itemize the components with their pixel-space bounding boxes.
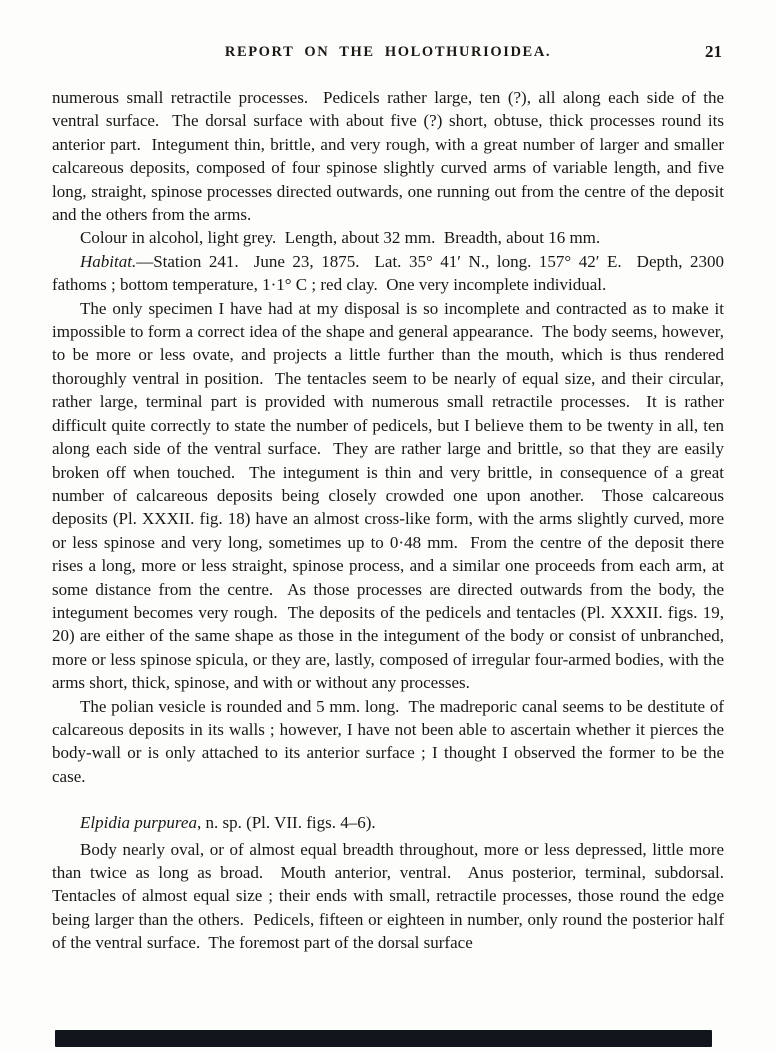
species-heading <box>52 811 724 834</box>
page-title: REPORT ON THE HOLOTHURIOIDEA. <box>224 44 552 60</box>
page-number: 21 <box>705 42 722 61</box>
habitat-label: Habitat. <box>80 251 137 271</box>
running-head <box>52 0 724 66</box>
paragraph-colour: Colour in alcohol, light grey. Length, about 32 mm. Breadth, about 16 mm. <box>80 228 601 248</box>
scan-edge-artifact <box>55 1030 712 1047</box>
paragraph-body-description: Body nearly oval, or of almost equal breadth throughout, more or less depressed, little more than twice as long as broad. Mouth anterior, ventral. Anus posterior, terminal, subdorsal. Tentacles of almost equal size ; their ends with small, retractile processes, those round the edge being larger than the others. Pedicels, fifteen or eighteen in number, only round the posterior half of the ventral surface. The foremost part of the dorsal surface <box>52 839 733 953</box>
paragraph-specimen-description: The only specimen I have had at my disposal is so incomplete and contracted as to make it impossible to form a correct idea of the shape and general appearance. The body seems, however, to be more or less ovate, and projects a little further than the mouth, which is thus rendered thoroughly ventral in position. The tentacles seem to be nearly of equal size, and their circular, rather large, terminal part is provided with numerous small retractile processes. It is rather difficult quite correctly to state the number of pedicels, but I believe them to be twenty in all, ten along each side of the ventral surface. They are rather large and brittle, so that they are easily broken off when touched. The integument is thin and very brittle, in consequence of a great number of calcareous deposits being closely crowded one upon another. Those calcareous deposits (Pl. XXXII. fig. 18) have an almost cross-like form, with the arms slightly curved, more or less spinose and very long, sometimes up to 0·48 mm. From the centre of the deposit there rises a long, more or less straight, spinose process, and a similar one proceeds from each arm, at some distance from the centre. As those processes are directed outwards from the body, the integument becomes very rough. The deposits of the pedicels and tentacles (Pl. XXXII. figs. 19, 20) are either of the same shape as those in the integument of the body or consist of unbranched, more or less spinose spicula, or they are, lastly, composed of irregular four-armed bodies, with the arms short, thick, spinose, and with or without any processes. <box>52 298 729 693</box>
paragraph-continuation: numerous small retractile processes. Pedicels rather large, ten (?), all along each side of the ventral surface. The dorsal surface with about five (?) short, obtuse, thick processes round its anterior part. Integument thin, brittle, and very rough, with a great number of larger and smaller calcareous deposits, composed of four spinose slightly curved arms of variable length, and five long, straight, spinose processes directed outwards, one running out from the centre of the deposit and the others from the arms. <box>52 88 729 225</box>
habitat-details: —Station 241. June 23, 1875. Lat. 35° 41′ N., long. 157° 42′ E. Depth, 2300 fathoms ; bottom temperature, 1·1° C ; red clay. One very incomplete individual. <box>52 251 729 295</box>
body-text <box>52 86 733 955</box>
paragraph-habitat <box>52 250 729 297</box>
species-heading-suffix: , n. sp. (Pl. VII. figs. 4–6). <box>196 813 376 833</box>
document-page <box>52 0 733 955</box>
paragraph-polian-vesicle: The polian vesicle is rounded and 5 mm. long. The madreporic canal seems to be destitute of calcareous deposits in its walls ; however, I have not been able to ascertain whether it pierces the body-wall or is only attached to its anterior surface ; I thought I observed the former to be the case. <box>52 696 729 786</box>
species-name: Elpidia purpurea <box>80 813 197 833</box>
